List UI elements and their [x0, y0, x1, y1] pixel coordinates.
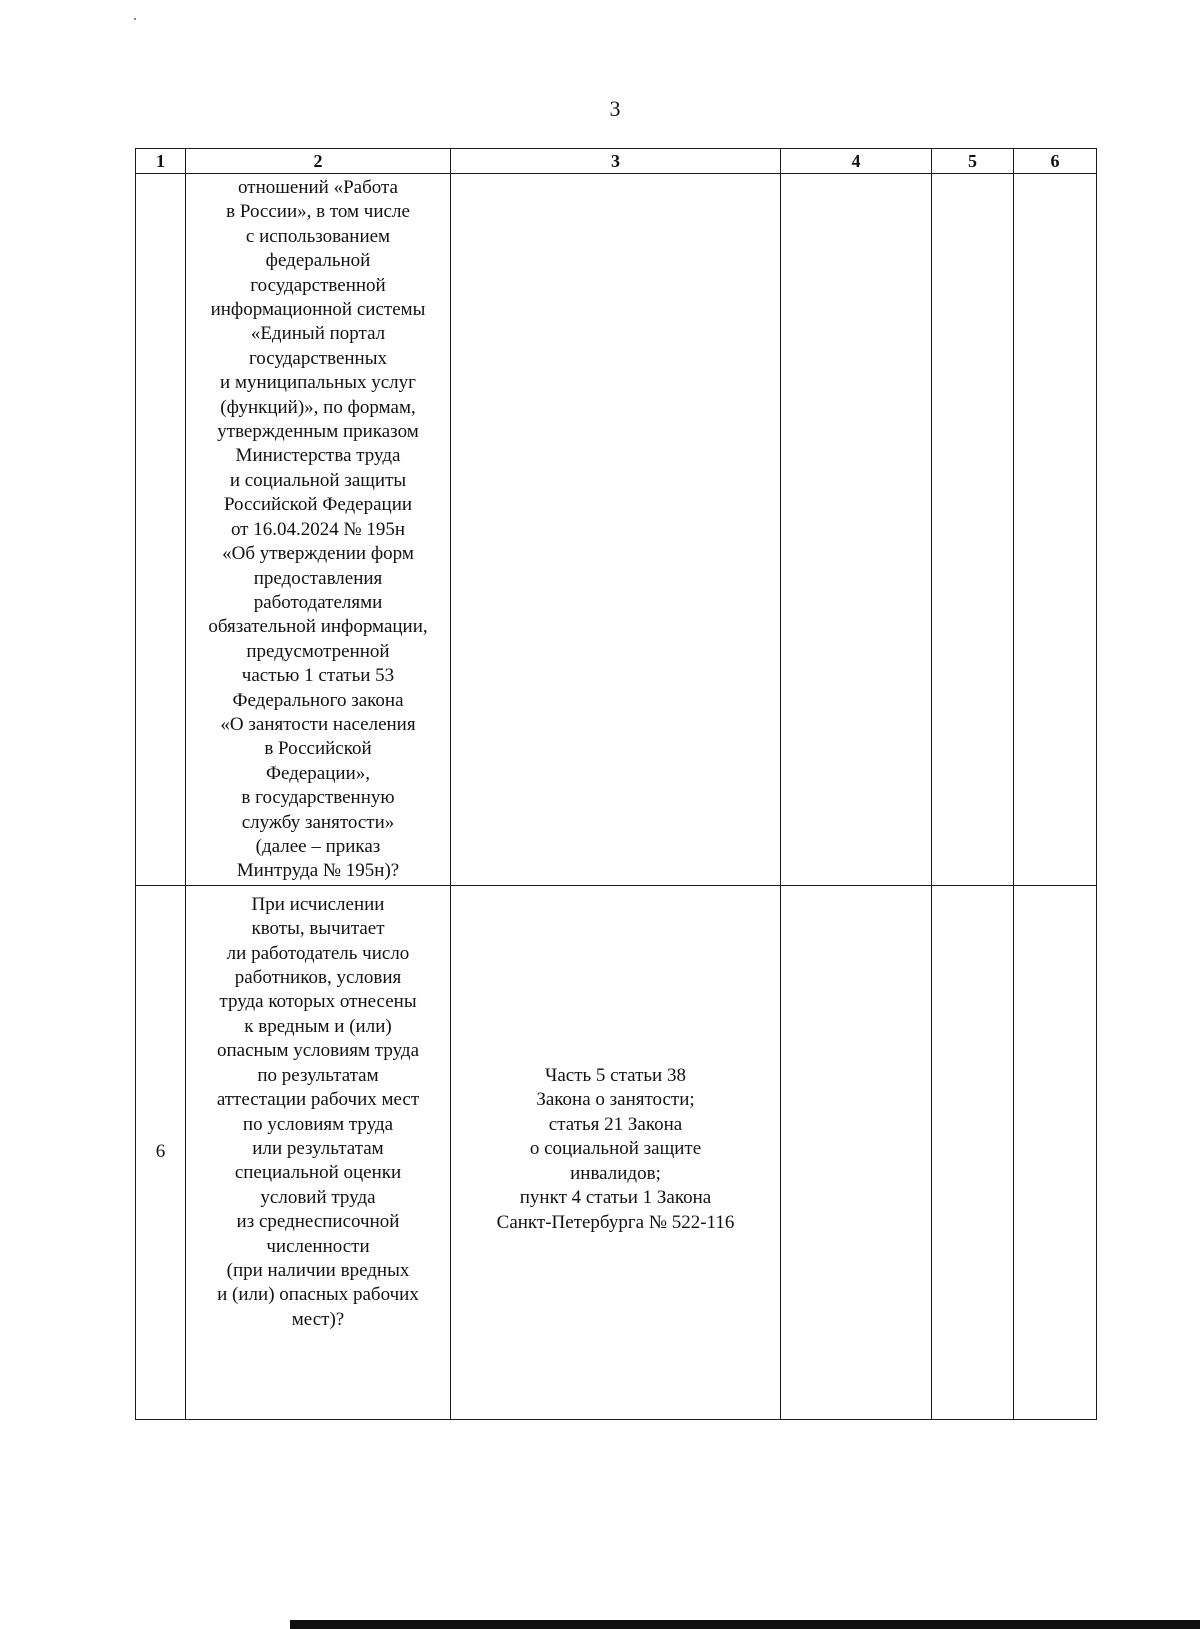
table-row-6: [136, 886, 1097, 1420]
header-col-6: 6: [1014, 149, 1097, 174]
question-text: При исчислении квоты, вычитает ли работодатель число работников, условия труда которых отнесены к вредным и (или) опасным условиям труда по результатам аттестации рабочих мест по условиям труда или результатам специальной оценки условий труда из среднесписочной численности (при наличии вредных и (или) опасных рабочих мест)?: [216, 893, 420, 1330]
table-header-row: [136, 149, 1097, 174]
header-col-3: 3: [451, 149, 781, 174]
header-col-2: 2: [186, 149, 451, 174]
header-col-4: 4: [781, 149, 932, 174]
table-row-continued: [136, 174, 1097, 886]
cell-note: [1014, 174, 1097, 886]
scan-bottom-edge: [290, 1620, 1200, 1629]
header-col-5: 5: [932, 149, 1014, 174]
legal-reference-text: Часть 5 статьи 38 Закона о занятости; статья 21 Закона о социальной защите инвалидов; пункт 4 статьи 1 Закона Санкт-Петербурга № 522-116: [496, 1065, 735, 1233]
cell-answer-yes: [781, 174, 932, 886]
cell-answer-no: [932, 174, 1014, 886]
cell-number: [136, 174, 186, 886]
cell-answer-yes: [781, 886, 932, 1420]
header-col-1: 1: [136, 149, 186, 174]
cell-note: [1014, 886, 1097, 1420]
cell-question: [186, 174, 451, 886]
requirements-table: [135, 148, 1097, 1420]
cell-question: [186, 886, 451, 1420]
cell-number: [136, 886, 186, 1420]
cell-legal-reference: [451, 886, 781, 1420]
cell-legal-reference: [451, 174, 781, 886]
question-text: отношений «Работа в России», в том числе с использованием федеральной государственной информационной системы «Единый портал государственных и муниципальных услуг (функций)», по формам, утвержденным приказом Министерства труда и социальной защиты Российской Федерации от 16.04.2024 № 195н «Об утверждении форм предоставления работодателями обязательной информации, предусмотренной частью 1 статьи 53 Федерального закона «О занятости населения в Российской Федерации», в государственную службу занятости» (далее – приказ Минтруда № 195н)?: [208, 177, 428, 882]
row-number: 6: [155, 1141, 166, 1163]
cell-answer-no: [932, 886, 1014, 1420]
scan-artifact-dot: [134, 18, 136, 20]
page-number: 3: [609, 96, 621, 121]
